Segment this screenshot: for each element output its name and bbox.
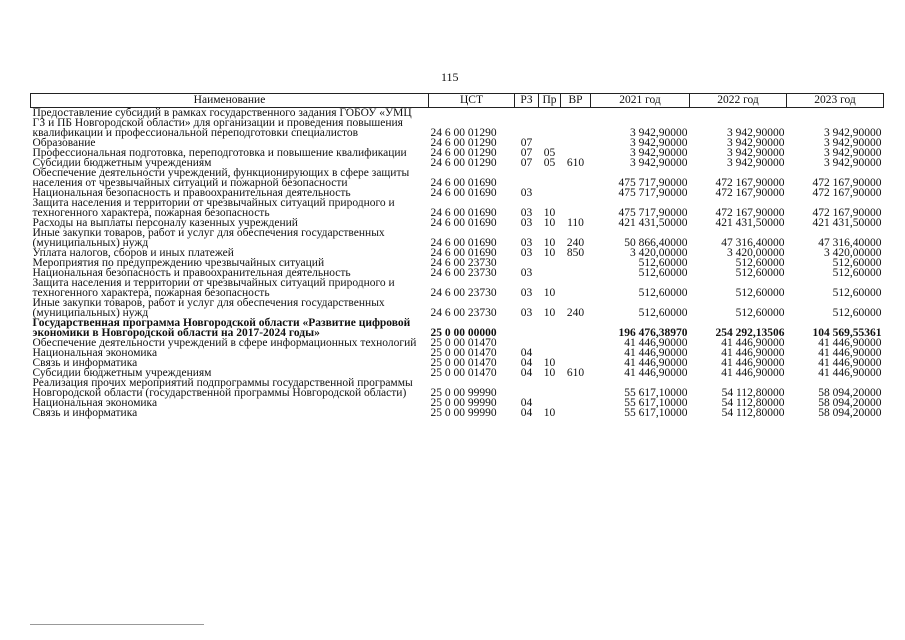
row-2021: 41 446,90000 [624, 367, 688, 379]
row-pr: 10 [543, 237, 556, 249]
row-pr: 05 [543, 157, 556, 169]
row-cst: 25 0 00 01470 [430, 347, 497, 359]
table-row [31, 108, 884, 139]
row-cst: 24 6 00 23730 [430, 267, 497, 279]
row-2022: 472 167,90000 [715, 187, 785, 199]
row-2021: 512,60000 [638, 307, 688, 319]
budget-table [30, 93, 884, 418]
row-2022: 3 942,90000 [727, 127, 785, 139]
table-row [31, 228, 884, 248]
row-2023: 512,60000 [832, 287, 882, 299]
row-2022: 41 446,90000 [721, 347, 785, 359]
row-vr [561, 258, 591, 268]
row-rz: 03 [520, 237, 533, 249]
row-2021: 3 942,90000 [630, 137, 688, 149]
row-2023: 41 446,90000 [818, 337, 882, 349]
row-cst: 24 6 00 01290 [430, 157, 497, 169]
row-name: Национальная экономика [32, 397, 158, 409]
row-pr [539, 268, 561, 278]
row-2022: 41 446,90000 [721, 357, 785, 369]
row-2021: 55 617,10000 [624, 407, 688, 419]
row-name: Профессиональная подготовка, переподготовка и повышение квалификации [32, 147, 407, 159]
row-2022: 41 446,90000 [721, 337, 785, 349]
row-vr: 610 [566, 367, 585, 379]
row-pr: 10 [543, 247, 556, 259]
row-name: Национальная безопасность и правоохранительная деятельность [32, 267, 351, 279]
row-vr [561, 378, 591, 398]
row-pr [539, 188, 561, 198]
row-2022: 254 292,13506 [715, 327, 785, 339]
row-rz: 03 [520, 217, 533, 229]
header-cst: ЦСТ [429, 94, 515, 108]
header-rz: РЗ [515, 94, 539, 108]
row-cst: 24 6 00 23730 [430, 287, 497, 299]
row-2022: 421 431,50000 [715, 217, 785, 229]
row-cst: 25 0 00 01470 [430, 357, 497, 369]
row-2022: 512,60000 [735, 267, 785, 279]
row-2023: 472 167,90000 [812, 187, 882, 199]
row-2021: 475 717,90000 [618, 177, 688, 189]
row-cst: 24 6 00 01290 [430, 147, 497, 159]
row-cst: 24 6 00 01690 [430, 247, 497, 259]
row-name: Образование [32, 137, 96, 149]
row-cst: 24 6 00 01690 [430, 217, 497, 229]
row-2021: 3 942,90000 [630, 127, 688, 139]
row-2021: 41 446,90000 [624, 347, 688, 359]
table-row [31, 408, 884, 418]
row-2022: 512,60000 [735, 257, 785, 269]
row-2023: 41 446,90000 [818, 357, 882, 369]
row-2023: 472 167,90000 [812, 207, 882, 219]
row-2023: 41 446,90000 [818, 367, 882, 379]
row-name: Обеспечение деятельности учреждений, функционирующих в сфере защиты населения от чрезвычайных ситуаций и пожарной безопасности [32, 167, 410, 189]
row-2022: 472 167,90000 [715, 177, 785, 189]
row-vr: 240 [566, 307, 585, 319]
row-2023: 58 094,20000 [818, 407, 882, 419]
row-2023: 3 942,90000 [824, 157, 882, 169]
row-2021: 475 717,90000 [618, 187, 688, 199]
row-2021: 3 942,90000 [630, 147, 688, 159]
row-cst: 24 6 00 01690 [430, 187, 497, 199]
row-2021: 50 866,40000 [624, 237, 688, 249]
row-2023: 512,60000 [832, 257, 882, 269]
row-2021: 3 420,00000 [630, 247, 688, 259]
row-cst: 24 6 00 01290 [430, 127, 497, 139]
row-name: Расходы на выплаты персоналу казенных учреждений [32, 217, 298, 229]
row-cst: 24 6 00 23730 [430, 307, 497, 319]
row-2022: 512,60000 [735, 307, 785, 319]
row-name: Защита населения и территории от чрезвычайных ситуаций природного и техногенного характера, пожарная безопасность [32, 197, 395, 219]
row-name: Субсидии бюджетным учреждениям [32, 157, 212, 169]
row-cst: 25 0 00 99990 [430, 397, 497, 409]
row-cst: 25 0 00 99990 [430, 387, 497, 399]
row-2021: 41 446,90000 [624, 357, 688, 369]
row-vr [561, 408, 591, 418]
row-pr [539, 338, 561, 348]
row-2021: 196 476,38970 [618, 327, 688, 339]
row-rz [515, 378, 539, 398]
row-pr: 10 [543, 357, 556, 369]
row-2021: 55 617,10000 [624, 387, 688, 399]
row-2023: 58 094,20000 [818, 387, 882, 399]
row-cst: 25 0 00 00000 [430, 327, 497, 339]
row-vr [561, 168, 591, 188]
row-rz: 04 [520, 357, 533, 369]
row-2021: 512,60000 [638, 267, 688, 279]
row-2021: 41 446,90000 [624, 337, 688, 349]
row-pr: 10 [543, 287, 556, 299]
header-vr: ВР [561, 94, 591, 108]
row-cst: 25 0 00 01470 [430, 367, 497, 379]
row-name: Связь и информатика [32, 407, 138, 419]
row-rz: 03 [520, 287, 533, 299]
row-rz: 04 [520, 407, 533, 419]
row-cst: 25 0 00 01470 [430, 337, 497, 349]
row-2023: 47 316,40000 [818, 237, 882, 249]
row-rz: 07 [520, 147, 533, 159]
row-2022: 3 942,90000 [727, 147, 785, 159]
row-2022: 512,60000 [735, 287, 785, 299]
row-pr [539, 318, 561, 338]
table-header-row [31, 94, 884, 108]
row-2022: 41 446,90000 [721, 367, 785, 379]
row-vr [561, 318, 591, 338]
row-vr: 110 [567, 217, 584, 229]
row-rz: 03 [520, 247, 533, 259]
row-2023: 472 167,90000 [812, 177, 882, 189]
row-vr [561, 338, 591, 348]
row-2023: 3 420,00000 [824, 247, 882, 259]
row-2021: 55 617,10000 [624, 397, 688, 409]
row-name: Иные закупки товаров, работ и услуг для обеспечения государственных (муниципальных) нужд [32, 297, 385, 319]
row-2023: 104 569,55361 [812, 327, 882, 339]
row-pr: 10 [543, 307, 556, 319]
row-2023: 3 942,90000 [824, 137, 882, 149]
row-2023: 512,60000 [832, 267, 882, 279]
row-2023: 421 431,50000 [812, 217, 882, 229]
row-vr [561, 138, 591, 148]
row-rz: 04 [520, 347, 533, 359]
row-2023: 512,60000 [832, 307, 882, 319]
row-cst: 24 6 00 01290 [430, 137, 497, 149]
row-pr: 10 [543, 367, 556, 379]
row-name: Реализация прочих мероприятий подпрограммы государственной программы Новгородской области (государственной программы Новгородской области) [32, 377, 413, 399]
header-2022: 2022 год [690, 94, 787, 108]
row-rz [515, 108, 539, 139]
row-cst: 24 6 00 01690 [430, 207, 497, 219]
row-rz: 04 [520, 367, 533, 379]
row-vr [561, 188, 591, 198]
row-name: Мероприятия по предупреждению чрезвычайных ситуаций [32, 257, 325, 269]
row-2022: 54 112,80000 [721, 387, 785, 399]
table-row [31, 298, 884, 318]
row-rz: 03 [520, 207, 533, 219]
row-2021: 475 717,90000 [618, 207, 688, 219]
row-2021: 3 942,90000 [630, 157, 688, 169]
row-name: Национальная безопасность и правоохранительная деятельность [32, 187, 351, 199]
row-2023: 3 942,90000 [824, 147, 882, 159]
row-vr: 850 [566, 247, 585, 259]
row-pr [539, 258, 561, 268]
table-row [31, 168, 884, 188]
row-rz: 03 [520, 267, 533, 279]
row-rz: 07 [520, 157, 533, 169]
row-name: Обеспечение деятельности учреждений в сфере информационных технологий [32, 337, 417, 349]
row-name: Уплата налогов, сборов и иных платежей [32, 247, 234, 259]
row-rz [515, 318, 539, 338]
row-vr [561, 348, 591, 358]
row-name: Связь и информатика [32, 357, 138, 369]
row-vr: 240 [566, 237, 585, 249]
row-2023: 41 446,90000 [818, 347, 882, 359]
table-row [31, 318, 884, 338]
row-2022: 3 942,90000 [727, 157, 785, 169]
row-vr [561, 278, 591, 298]
row-2022: 3 420,00000 [727, 247, 785, 259]
row-rz [515, 168, 539, 188]
row-cst: 24 6 00 01690 [430, 177, 497, 189]
table-row [31, 278, 884, 298]
header-2023: 2023 год [787, 94, 884, 108]
row-2022: 54 112,80000 [721, 407, 785, 419]
row-name: Предоставление субсидий в рамках государственного задания ГОБОУ «УМЦ ГЗ и ПБ Новгородской области» для организации и проведения повышения квалификации и профессиональной переподготовки специалистов [32, 107, 412, 139]
row-rz: 03 [520, 187, 533, 199]
table-row [31, 378, 884, 398]
row-pr [539, 168, 561, 188]
row-pr [539, 378, 561, 398]
header-2021: 2021 год [591, 94, 690, 108]
row-2021: 512,60000 [638, 287, 688, 299]
row-2022: 47 316,40000 [721, 237, 785, 249]
row-cst: 24 6 00 23730 [430, 257, 497, 269]
row-pr: 10 [543, 407, 556, 419]
row-2022: 472 167,90000 [715, 207, 785, 219]
row-2023: 58 094,20000 [818, 397, 882, 409]
row-2022: 3 942,90000 [727, 137, 785, 149]
header-pr: Пр [539, 94, 561, 108]
row-pr: 10 [543, 217, 556, 229]
row-2021: 512,60000 [638, 257, 688, 269]
row-rz: 07 [520, 137, 533, 149]
row-name: Субсидии бюджетным учреждениям [32, 367, 212, 379]
row-vr: 610 [566, 157, 585, 169]
row-cst: 25 0 00 99990 [430, 407, 497, 419]
row-rz: 03 [520, 307, 533, 319]
row-name: Государственная программа Новгородской области «Развитие цифровой экономики в Новгородской области на 2017-2024 годы» [32, 317, 411, 339]
row-vr [561, 198, 591, 218]
row-pr: 10 [543, 207, 556, 219]
row-pr: 05 [543, 147, 556, 159]
row-cst: 24 6 00 01690 [430, 237, 497, 249]
table-body [31, 108, 884, 419]
header-name: Наименование [31, 94, 429, 108]
row-name: Иные закупки товаров, работ и услуг для обеспечения государственных (муниципальных) нужд [32, 227, 385, 249]
row-2023: 3 942,90000 [824, 127, 882, 139]
row-vr [561, 398, 591, 408]
row-2022: 54 112,80000 [721, 397, 785, 409]
page-number: 115 [441, 70, 459, 84]
row-name: Защита населения и территории от чрезвычайных ситуаций природного и техногенного характера, пожарная безопасность [32, 277, 395, 299]
row-vr [561, 108, 591, 139]
row-2021: 421 431,50000 [618, 217, 688, 229]
row-rz: 04 [520, 397, 533, 409]
row-name: Национальная экономика [32, 347, 158, 359]
table-row [31, 198, 884, 218]
row-vr [561, 268, 591, 278]
scan-artifact-line [30, 624, 320, 625]
row-pr [539, 108, 561, 139]
